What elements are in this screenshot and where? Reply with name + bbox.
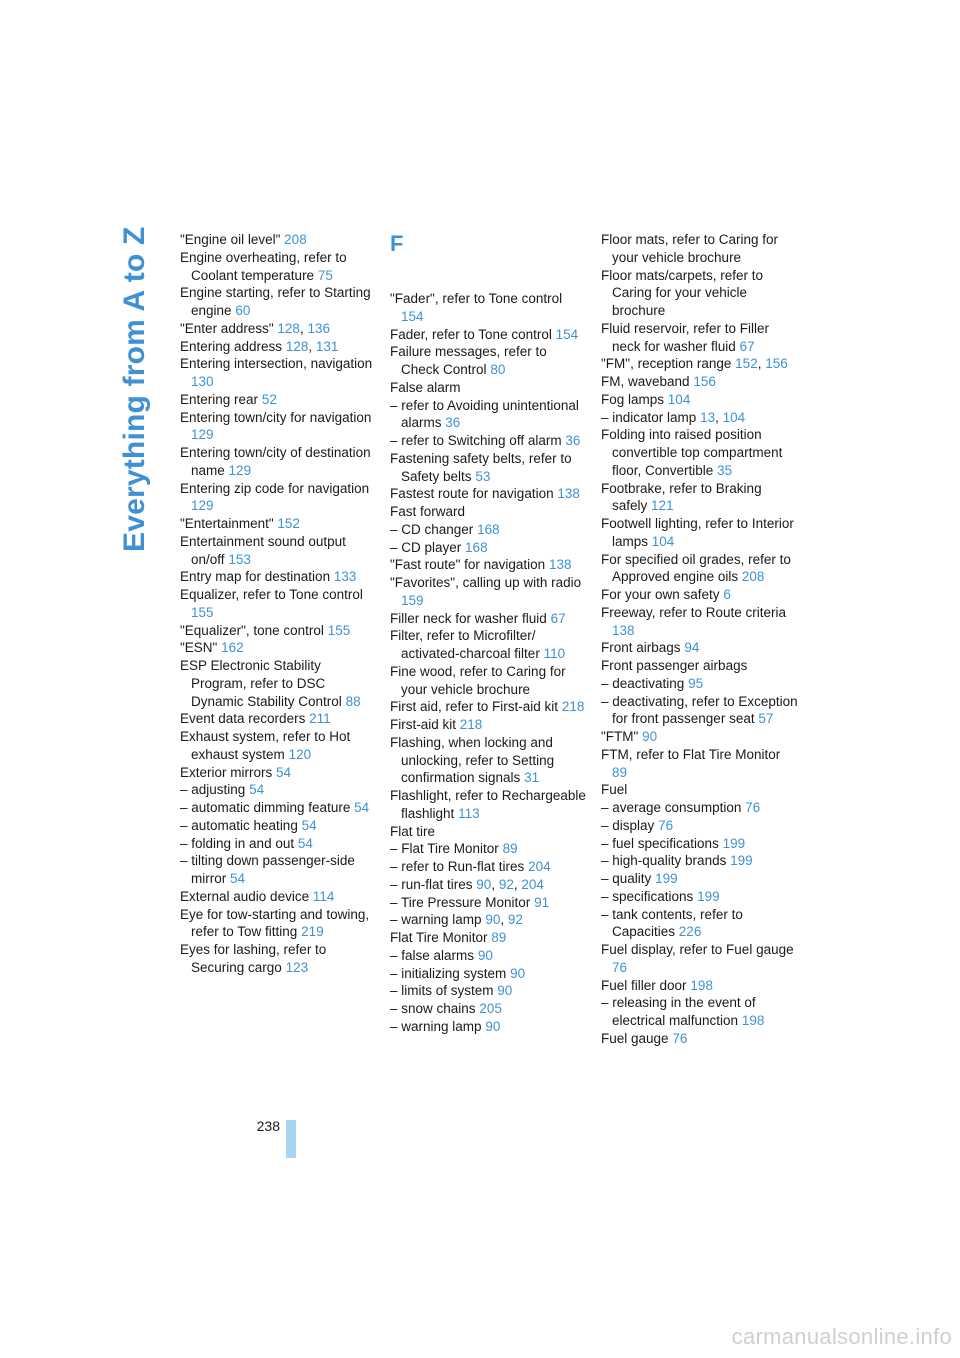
index-entry-text: Engine starting, refer to Starting engine <box>180 285 371 318</box>
index-entry <box>390 787 588 823</box>
index-entry-text: Footbrake, refer to Braking safely <box>601 480 762 514</box>
index-entry-text: Entering town/city for navigation <box>180 409 372 425</box>
page-reference-link[interactable]: 130 <box>191 374 214 389</box>
page-reference-link[interactable]: 6 <box>723 587 731 602</box>
index-entry <box>390 911 588 929</box>
index-entry-text: Eye for tow-starting and towing, refer to Tow fitting <box>180 906 370 940</box>
index-entry-text: "Equalizer", tone control <box>180 622 324 638</box>
index-entry-text: Fluid reservoir, refer to Filler neck for washer fluid <box>601 320 770 354</box>
index-entry <box>180 586 375 622</box>
index-entry <box>180 835 375 853</box>
page-reference-link[interactable]: 94 <box>684 640 700 656</box>
page-reference-link[interactable]: 54 <box>301 817 317 833</box>
index-entry <box>180 657 375 710</box>
page-reference-link[interactable]: 136 <box>307 320 330 336</box>
index-entry-text: – refer to Avoiding unintentional alarms <box>390 397 579 431</box>
index-entry <box>390 379 588 397</box>
index-entry-text: – refer to Run-flat tires <box>390 859 525 874</box>
page-reference-link[interactable]: 54 <box>249 782 265 798</box>
index-entry <box>180 622 375 640</box>
index-entry-text: – quality <box>601 871 652 886</box>
index-entry <box>390 627 588 663</box>
page-reference-link[interactable]: 67 <box>550 610 566 626</box>
page-reference-link[interactable]: 90 <box>510 965 526 981</box>
page-reference-link[interactable]: 198 <box>741 1013 765 1028</box>
page-reference-link[interactable]: 138 <box>557 486 580 502</box>
index-entry-text: Fuel display, refer to Fuel gauge <box>601 942 794 957</box>
index-entry <box>601 781 799 799</box>
index-entry <box>180 249 375 285</box>
page-reference-link[interactable]: 159 <box>401 592 424 608</box>
index-entry-text: FM, waveband <box>601 374 690 389</box>
index-entry <box>390 823 588 841</box>
index-entry <box>601 391 799 409</box>
index-entry-text: Entry map for destination <box>180 569 331 585</box>
index-entry-text: – deactivating <box>601 675 685 691</box>
page-reference-link[interactable]: 35 <box>717 462 733 478</box>
index-entry <box>601 746 799 782</box>
index-entry <box>390 485 588 503</box>
index-entry-text: Entering town/city of destination name <box>180 445 371 478</box>
index-entry <box>601 693 799 729</box>
index-entry <box>180 941 375 977</box>
index-entry <box>601 906 799 942</box>
page-reference-link[interactable]: 90 <box>642 729 658 744</box>
index-entry <box>390 840 588 858</box>
page-reference-link[interactable]: 156 <box>765 356 788 372</box>
page-reference-link[interactable]: 104 <box>651 533 675 549</box>
page-reference-link[interactable]: 199 <box>722 835 746 851</box>
index-entry-text: FTM, refer to Flat Tire Monitor <box>601 746 781 762</box>
index-entry <box>390 290 588 326</box>
index-entry-text: Fuel <box>601 782 628 798</box>
index-entry <box>601 835 799 853</box>
index-entry-text: Entering address <box>180 338 283 354</box>
page-reference-link[interactable]: 88 <box>345 693 361 709</box>
index-entry-text: – automatic dimming feature <box>180 800 351 815</box>
index-entry-text: – display <box>601 817 655 833</box>
page-reference-link[interactable]: 153 <box>228 551 251 567</box>
page-reference-link[interactable]: 57 <box>758 711 774 727</box>
page-reference-link[interactable]: 52 <box>261 391 277 407</box>
index-entry-text: – adjusting <box>180 782 246 798</box>
index-entry <box>390 663 588 699</box>
page-reference-link[interactable]: 36 <box>565 433 581 448</box>
index-entry-text: Equalizer, refer to Tone control <box>180 587 363 602</box>
index-entry-text: – releasing in the event of electrical malfunction <box>601 995 756 1028</box>
index-entry-text: Engine overheating, refer to Coolant temperature <box>180 249 347 283</box>
index-entry-text: "ESN" <box>180 640 218 656</box>
page-reference-link[interactable]: 90 <box>485 912 501 928</box>
index-entry-text: – deactivating, refer to Exception for front passenger seat <box>601 693 798 727</box>
page-number: 238 <box>256 1118 280 1134</box>
index-entry <box>180 515 375 533</box>
index-entry <box>601 852 799 870</box>
page-reference-link[interactable]: 92 <box>498 876 514 892</box>
index-entry-text: Flat tire <box>390 823 436 839</box>
page-reference-link[interactable]: 156 <box>693 374 716 389</box>
index-entry <box>390 343 588 379</box>
index-entry-text: – false alarms <box>390 947 475 963</box>
index-entry <box>390 716 588 734</box>
index-entry <box>180 320 375 338</box>
page-reference-link[interactable]: 138 <box>612 622 635 638</box>
index-entry-text: Fuel filler door <box>601 977 687 993</box>
index-entry <box>390 521 588 539</box>
page-reference-link[interactable]: 129 <box>191 498 214 514</box>
page-reference-link[interactable]: 152 <box>277 516 300 531</box>
index-entry-text: Entering intersection, navigation <box>180 356 373 372</box>
page-reference-link[interactable]: 90 <box>477 947 493 963</box>
index-entry-text: Fader, refer to Tone control <box>390 326 552 342</box>
index-entry <box>601 639 799 657</box>
index-entry-text: – initializing system <box>390 965 507 981</box>
index-entry <box>180 409 375 445</box>
index-entry <box>601 409 799 427</box>
index-entry-text: – high-quality brands <box>601 853 727 869</box>
index-entry-text: Flashing, when locking and unlocking, refer to Setting confirmation signals <box>390 734 555 786</box>
page-reference-link[interactable]: 211 <box>309 711 331 727</box>
index-entry <box>180 781 375 799</box>
index-entry-text: Exterior mirrors <box>180 764 273 780</box>
index-entry-text: – automatic heating <box>180 817 298 833</box>
page-reference-link[interactable]: 113 <box>458 805 480 821</box>
index-entry-text: "FTM" <box>601 729 639 744</box>
page-reference-link[interactable]: 36 <box>445 415 461 431</box>
index-entry-text: – CD changer <box>390 521 474 537</box>
page-reference-link[interactable]: 60 <box>235 303 251 318</box>
index-entry-text: Fastest route for navigation <box>390 486 554 502</box>
page-reference-link[interactable]: 95 <box>688 675 704 691</box>
page-reference-link[interactable]: 110 <box>543 646 566 661</box>
page-ref-separator: , <box>299 320 308 336</box>
page-reference-link[interactable]: 53 <box>475 468 491 484</box>
index-column-1 <box>180 231 375 977</box>
index-entry-text: Footwell lighting, refer to Interior lamps <box>601 516 794 549</box>
index-entry <box>390 556 588 574</box>
index-entry <box>601 657 799 675</box>
index-entry-text: External audio device <box>180 888 310 904</box>
index-entry <box>601 267 799 320</box>
page-reference-link[interactable]: 218 <box>459 717 483 732</box>
index-entry <box>601 480 799 516</box>
index-entry <box>180 639 375 657</box>
index-entry <box>180 391 375 409</box>
index-entry-text: – run-flat tires <box>390 876 473 892</box>
index-entry <box>390 397 588 433</box>
page-reference-link[interactable]: 120 <box>288 746 312 762</box>
page-ref-separator: , <box>757 356 766 372</box>
index-entry <box>601 1030 799 1048</box>
index-entry-text: False alarm <box>390 379 461 395</box>
page-reference-link[interactable]: 90 <box>476 876 492 892</box>
index-entry <box>390 450 588 486</box>
index-entry <box>180 817 375 835</box>
index-entry <box>601 586 799 604</box>
index-entry <box>180 728 375 764</box>
index-entry <box>180 799 375 817</box>
page-reference-link[interactable]: 54 <box>297 835 313 851</box>
page-reference-link[interactable]: 76 <box>672 1030 688 1046</box>
index-entry-text: Entering zip code for navigation <box>180 480 370 496</box>
index-entry-text: First-aid kit <box>390 717 457 732</box>
page-reference-link[interactable]: 204 <box>521 876 544 892</box>
index-entry <box>601 320 799 356</box>
page-ref-separator: , <box>715 409 723 425</box>
index-entry-text: – warning lamp <box>390 912 482 928</box>
index-entry-text: – Flat Tire Monitor <box>390 841 499 857</box>
index-entry-text: Exhaust system, refer to Hot exhaust system <box>180 729 351 762</box>
page-reference-link[interactable]: 155 <box>327 622 351 638</box>
index-entry-text: Fine wood, refer to Caring for your vehicle brochure <box>390 663 566 697</box>
page-reference-link[interactable]: 54 <box>230 871 246 886</box>
page-reference-link[interactable]: 129 <box>191 427 214 443</box>
page-reference-link[interactable]: 198 <box>690 977 713 993</box>
index-entry-text: – tilting down passenger-side mirror <box>180 853 355 886</box>
index-entry-text: Filler neck for washer fluid <box>390 610 547 626</box>
page-reference-link[interactable]: 152 <box>735 356 758 372</box>
page-reference-link[interactable]: 128 <box>285 338 309 354</box>
page-reference-link[interactable]: 168 <box>477 521 500 537</box>
index-entry <box>601 888 799 906</box>
index-entry-text: ESP Electronic Stability Program, refer to DSC Dynamic Stability Control <box>180 658 342 709</box>
index-entry-text: – Tire Pressure Monitor <box>390 894 531 910</box>
index-entry-text: "Fader", refer to Tone control <box>390 291 563 306</box>
page-reference-link[interactable]: 76 <box>612 959 628 975</box>
index-entry <box>601 675 799 693</box>
page-reference-link[interactable]: 90 <box>497 983 513 999</box>
index-entry-text: First aid, refer to First-aid kit <box>390 699 559 715</box>
index-entry <box>601 373 799 391</box>
page-reference-link[interactable]: 90 <box>485 1018 501 1034</box>
page-ref-separator: , <box>500 912 508 928</box>
page-reference-link[interactable]: 168 <box>465 539 488 555</box>
index-entry <box>601 355 799 373</box>
index-entry-text: Flat Tire Monitor <box>390 930 488 945</box>
index-entry <box>180 355 375 391</box>
index-entry <box>390 574 588 610</box>
index-entry <box>390 1018 588 1036</box>
index-entry <box>390 503 588 521</box>
index-entry-text: Failure messages, refer to Check Control <box>390 344 547 377</box>
page-reference-link[interactable]: 104 <box>667 391 691 407</box>
page-reference-link[interactable]: 138 <box>548 557 572 573</box>
page-reference-link[interactable]: 131 <box>315 338 339 354</box>
page-reference-link[interactable]: 123 <box>285 959 309 975</box>
page-reference-link[interactable]: 208 <box>284 232 307 247</box>
index-entry <box>390 929 588 947</box>
index-entry <box>601 799 799 817</box>
index-entry <box>601 941 799 977</box>
index-entry-text: – refer to Switching off alarm <box>390 433 562 448</box>
index-entry <box>180 444 375 480</box>
index-entry-text: For specified oil grades, refer to Approved engine oils <box>601 551 791 585</box>
index-entry <box>390 610 588 628</box>
index-entry <box>180 338 375 356</box>
index-entry <box>180 231 375 249</box>
index-entry-text: "Fast route" for navigation <box>390 557 546 573</box>
page-reference-link[interactable]: 133 <box>333 569 357 585</box>
index-entry-text: – warning lamp <box>390 1018 482 1034</box>
index-entry-text: Front airbags <box>601 640 681 656</box>
index-entry <box>390 734 588 787</box>
index-entry <box>180 533 375 569</box>
index-entry <box>601 817 799 835</box>
index-column-2 <box>390 231 588 1036</box>
index-entry <box>180 852 375 888</box>
index-entry-text: Fuel gauge <box>601 1030 669 1046</box>
page-reference-link[interactable]: 80 <box>490 362 506 377</box>
page-reference-link[interactable]: 205 <box>479 1001 502 1016</box>
page-reference-link[interactable]: 13 <box>700 409 716 425</box>
page-reference-link[interactable]: 54 <box>276 764 292 780</box>
index-entry-text: Fastening safety belts, refer to Safety belts <box>390 450 572 484</box>
page-reference-link[interactable]: 114 <box>312 888 335 904</box>
index-entry-text: "Engine oil level" <box>180 232 281 247</box>
index-entry <box>180 906 375 942</box>
page-reference-link[interactable]: 104 <box>722 409 746 425</box>
index-entry <box>601 231 799 267</box>
side-section-title: Everything from A to Z <box>118 226 151 552</box>
index-entry-text: Eyes for lashing, refer to Securing cargo <box>180 942 327 975</box>
index-entry <box>180 710 375 728</box>
index-entry <box>601 604 799 640</box>
page-reference-link[interactable]: 76 <box>658 817 674 833</box>
index-entry-text: For your own safety <box>601 587 720 602</box>
index-entry-text: – folding in and out <box>180 835 295 851</box>
index-entry <box>601 551 799 587</box>
index-entry <box>601 977 799 995</box>
index-column-2-entries <box>390 290 588 1036</box>
index-entry-text: Entering rear <box>180 391 259 407</box>
index-entry <box>180 764 375 782</box>
page-reference-link[interactable]: 154 <box>555 326 579 342</box>
index-entry-text: "Entertainment" <box>180 516 274 531</box>
index-entry-text: – snow chains <box>390 1001 476 1016</box>
page-reference-link[interactable]: 75 <box>317 267 333 283</box>
page-number-bar <box>286 1120 296 1158</box>
page-reference-link[interactable]: 226 <box>678 924 702 940</box>
page-reference-link[interactable]: 199 <box>730 853 753 869</box>
index-entry <box>390 539 588 557</box>
page-reference-link[interactable]: 199 <box>655 871 678 886</box>
index-entry <box>390 858 588 876</box>
index-entry <box>390 894 588 912</box>
index-entry <box>180 568 375 586</box>
index-entry-text: Front passenger airbags <box>601 658 748 673</box>
page-ref-separator: , <box>308 338 316 354</box>
index-entry-text: – fuel specifications <box>601 835 719 851</box>
page-reference-link[interactable]: 89 <box>612 764 628 780</box>
index-entry-text: Flashlight, refer to Rechargeable flashlight <box>390 788 586 821</box>
index-entry-text: – tank contents, refer to Capacities <box>601 906 743 940</box>
index-entry <box>601 426 799 479</box>
page-reference-link[interactable]: 89 <box>491 930 507 945</box>
page-reference-link[interactable]: 208 <box>741 569 765 585</box>
index-entry-text: Fast forward <box>390 504 466 519</box>
index-entry-text: – average consumption <box>601 800 742 815</box>
index-entry <box>390 698 588 716</box>
watermark: carmanualsonline.info <box>731 1324 952 1349</box>
index-entry <box>601 870 799 888</box>
index-entry-text: – indicator lamp <box>601 409 697 425</box>
index-entry-text: Filter, refer to Microfilter/ activated-charcoal filter <box>390 628 540 661</box>
index-entry <box>601 994 799 1030</box>
index-entry <box>390 876 588 894</box>
page-reference-link[interactable]: 154 <box>401 308 424 324</box>
page-reference-link[interactable]: 162 <box>221 640 244 656</box>
page-reference-link[interactable]: 218 <box>561 699 585 715</box>
page-reference-link[interactable]: 76 <box>745 800 761 815</box>
index-entry <box>390 965 588 983</box>
page-ref-separator: , <box>513 876 522 892</box>
index-entry <box>390 947 588 965</box>
index-entry <box>390 1000 588 1018</box>
index-entry <box>390 982 588 1000</box>
page-reference-link[interactable]: 121 <box>651 498 674 514</box>
index-entry <box>180 284 375 320</box>
index-entry-text: "Enter address" <box>180 320 274 336</box>
index-entry-text: "FM", reception range <box>601 356 732 372</box>
letter-heading-f: F <box>390 231 404 256</box>
page-reference-link[interactable]: 91 <box>534 894 550 910</box>
index-entry <box>601 728 799 746</box>
index-entry-text: Fog lamps <box>601 391 665 407</box>
index-entry-text: Floor mats, refer to Caring for your vehicle brochure <box>601 232 779 265</box>
page-reference-link[interactable]: 129 <box>228 462 252 478</box>
page-reference-link[interactable]: 89 <box>502 841 518 857</box>
page-reference-link[interactable]: 155 <box>191 604 214 620</box>
page-reference-link[interactable]: 199 <box>697 888 720 904</box>
index-entry-text: Floor mats/carpets, refer to Caring for your vehicle brochure <box>601 267 764 318</box>
page-reference-link[interactable]: 128 <box>277 320 300 336</box>
index-entry <box>180 888 375 906</box>
index-entry <box>390 326 588 344</box>
page-ref-separator: , <box>491 876 499 892</box>
index-entry-text: – limits of system <box>390 983 494 999</box>
page-reference-link[interactable]: 204 <box>528 859 551 874</box>
index-entry <box>601 515 799 551</box>
page-reference-link[interactable]: 67 <box>739 338 755 354</box>
page-reference-link[interactable]: 31 <box>524 770 540 786</box>
index-entry-text: Freeway, refer to Route criteria <box>601 604 787 620</box>
index-entry <box>180 480 375 516</box>
index-entry-text: Event data recorders <box>180 711 306 727</box>
page-reference-link[interactable]: 54 <box>354 800 370 815</box>
page-reference-link[interactable]: 92 <box>507 912 523 928</box>
page-reference-link[interactable]: 219 <box>301 924 324 940</box>
index-entry-text: Folding into raised position convertible top compartment floor, Convertible <box>601 427 783 478</box>
index-entry-text: "Favorites", calling up with radio <box>390 575 582 590</box>
index-entry-text: – CD player <box>390 539 462 555</box>
index-entry-text: Entertainment sound output on/off <box>180 533 346 567</box>
index-entry <box>390 432 588 450</box>
index-column-3 <box>601 231 799 1048</box>
index-entry-text: – specifications <box>601 888 694 904</box>
